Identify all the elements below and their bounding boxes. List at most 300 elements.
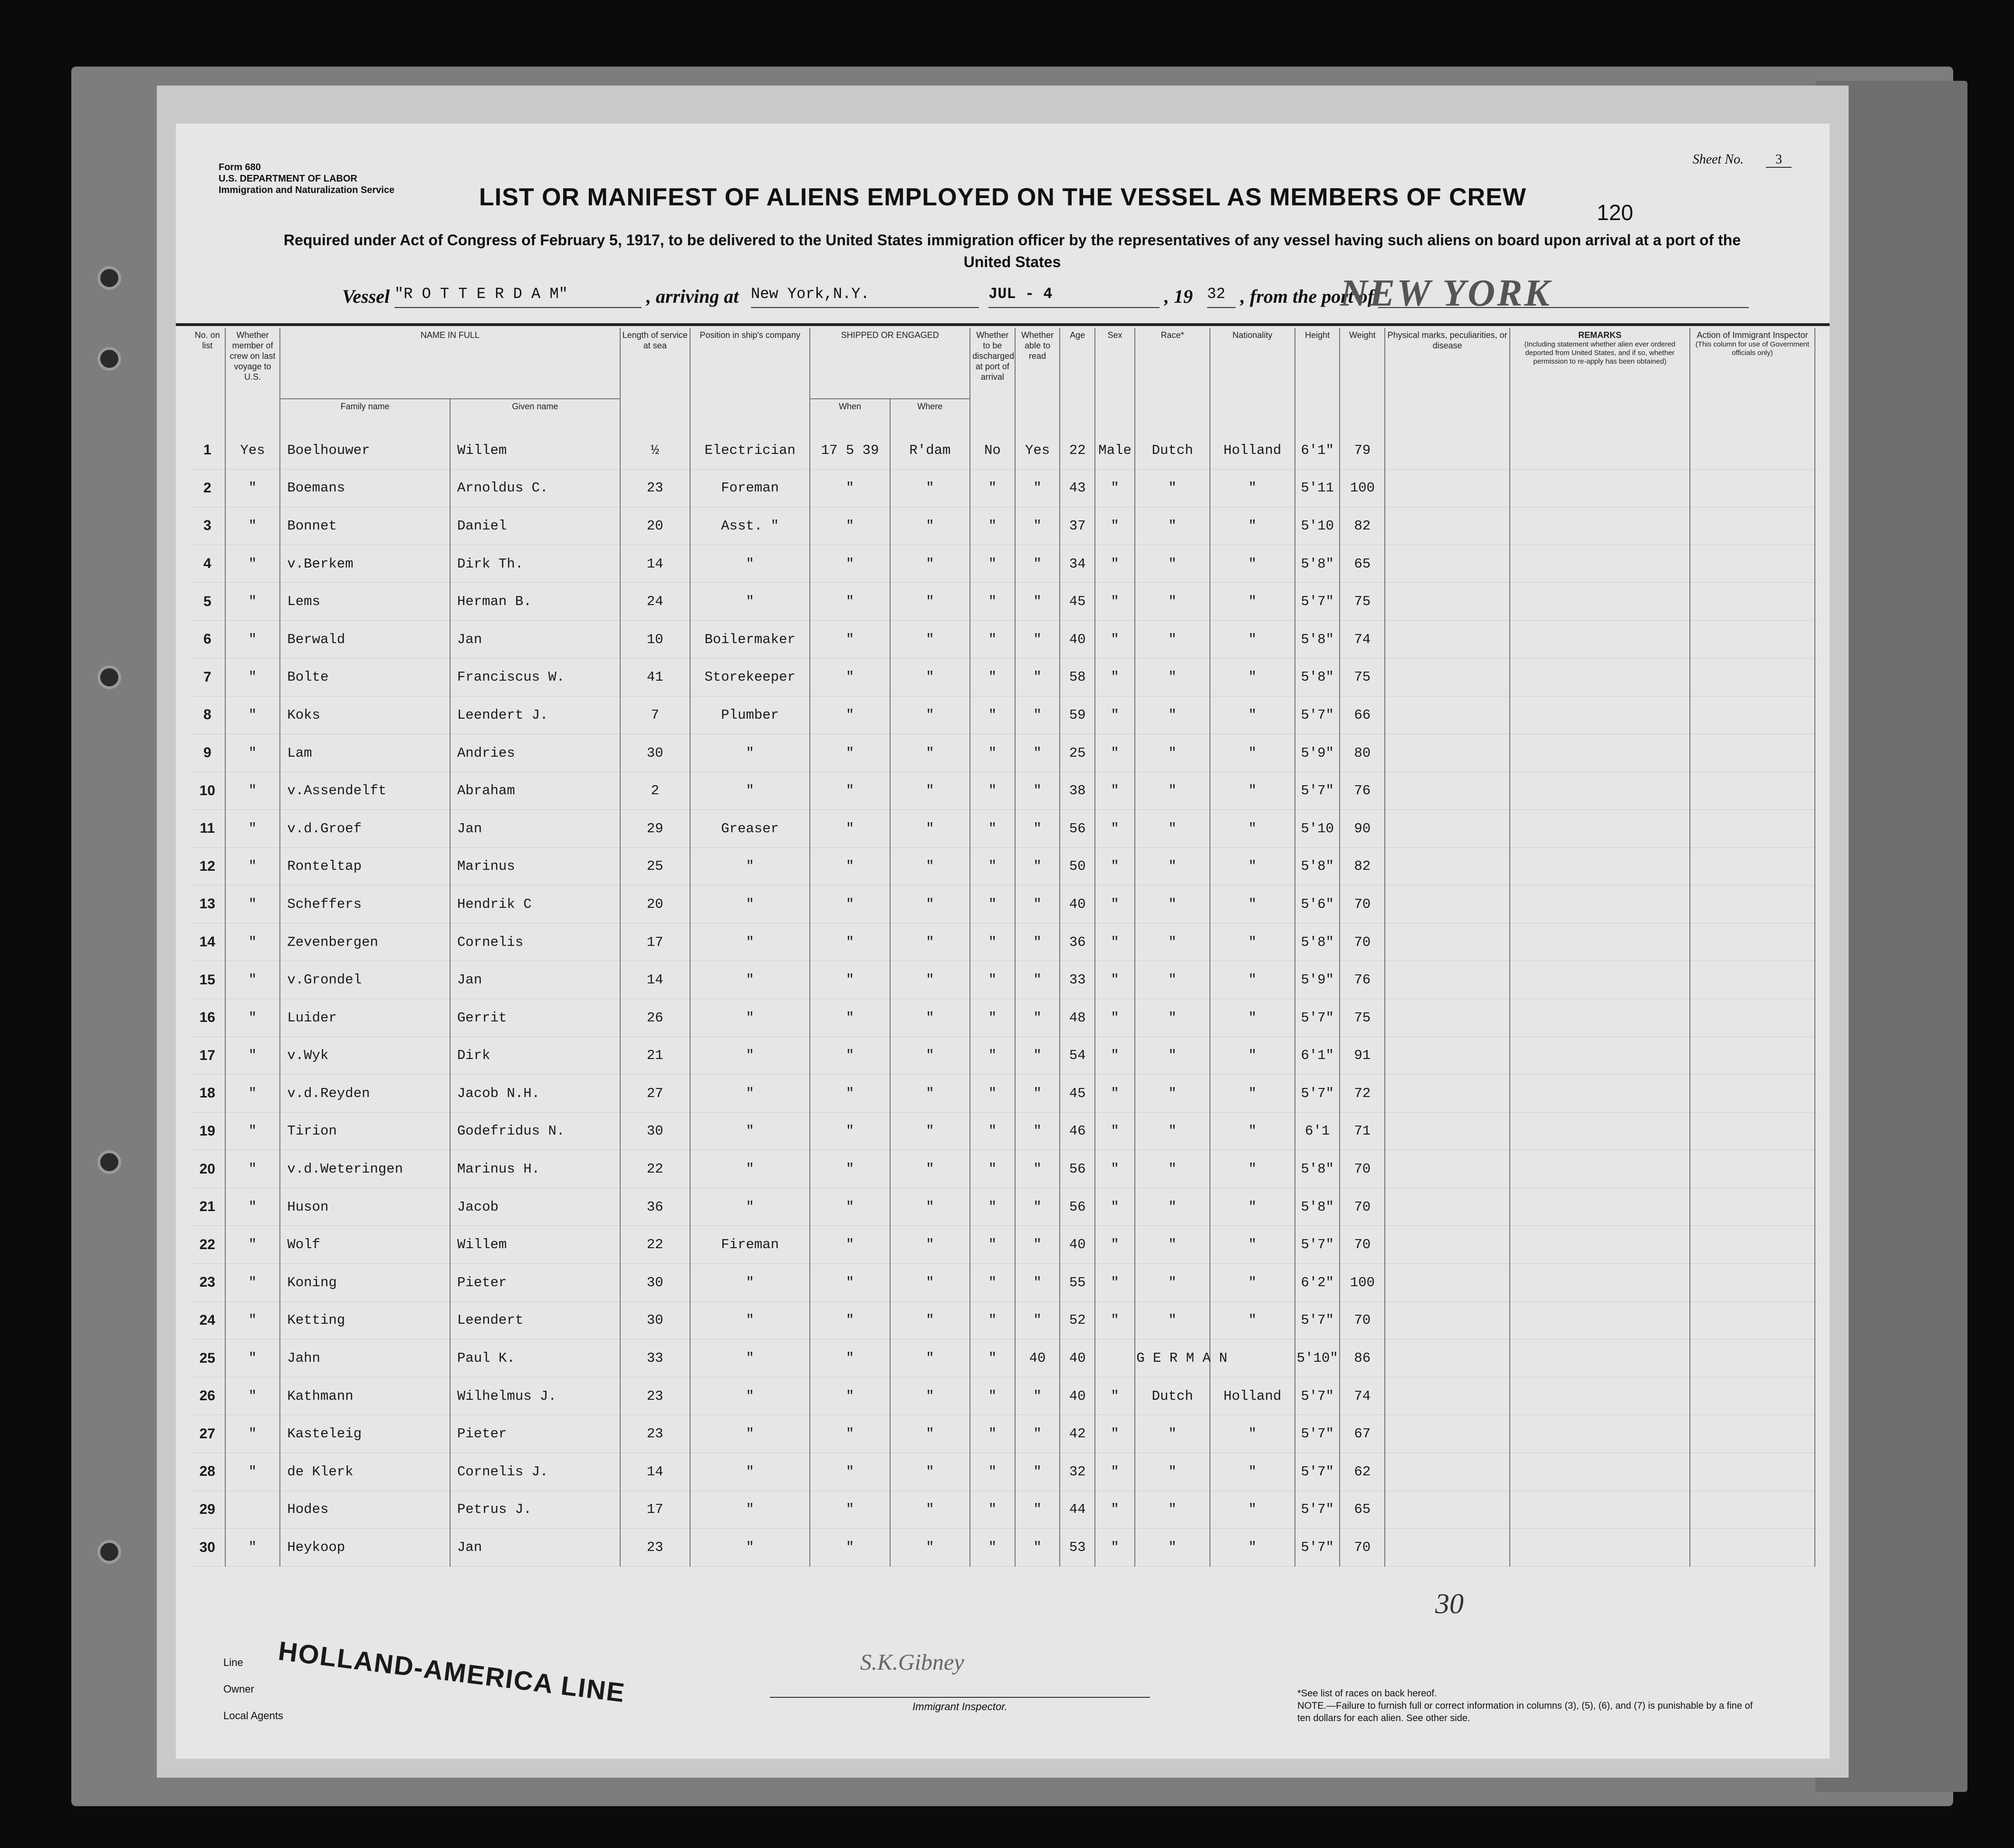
- weight: 75: [1340, 658, 1385, 696]
- height: 5'7": [1295, 999, 1340, 1037]
- row-number: 3: [190, 507, 225, 545]
- race: ": [1135, 696, 1210, 734]
- position: ": [690, 1150, 810, 1188]
- able-to-read: ": [1015, 545, 1060, 583]
- shipped-when: ": [810, 545, 890, 583]
- nationality: ": [1210, 772, 1295, 810]
- weight: 82: [1340, 507, 1385, 545]
- discharged: ": [970, 469, 1015, 507]
- shipped-where: ": [890, 961, 970, 999]
- remarks: [1510, 772, 1690, 810]
- service-length: 22: [620, 1226, 690, 1264]
- discharged: ": [970, 658, 1015, 696]
- race: ": [1135, 772, 1210, 810]
- given-name: Leendert J.: [450, 696, 620, 734]
- height: 5'7": [1295, 1415, 1340, 1453]
- nationality: ": [1210, 658, 1295, 696]
- table-row: [190, 1453, 1815, 1491]
- position: Storekeeper: [690, 658, 810, 696]
- remarks: [1510, 1529, 1690, 1567]
- row-number: 25: [190, 1339, 225, 1377]
- shipped-when: ": [810, 886, 890, 924]
- owner-label: Owner: [223, 1683, 254, 1695]
- row-number: 23: [190, 1264, 225, 1302]
- weight: 65: [1340, 545, 1385, 583]
- height: 5'10: [1295, 809, 1340, 847]
- physical-marks: [1385, 999, 1510, 1037]
- prev-voyage: ": [225, 1529, 280, 1567]
- able-to-read: ": [1015, 1264, 1060, 1302]
- inspector-action: [1690, 961, 1815, 999]
- col-action: [1690, 328, 1815, 432]
- nationality: Holland: [1210, 432, 1295, 469]
- shipped-where: ": [890, 583, 970, 621]
- col-physical: Physical marks, peculiarities, or disease: [1385, 328, 1510, 432]
- service-length: 14: [620, 1453, 690, 1491]
- shipped-where: ": [890, 1150, 970, 1188]
- shipped-where: ": [890, 545, 970, 583]
- discharged: ": [970, 809, 1015, 847]
- able-to-read: ": [1015, 620, 1060, 658]
- service-length: 30: [620, 734, 690, 772]
- physical-marks: [1385, 620, 1510, 658]
- family-name: Wolf: [280, 1226, 450, 1264]
- service-length: 26: [620, 999, 690, 1037]
- weight: 74: [1340, 1377, 1385, 1415]
- shipped-when: ": [810, 658, 890, 696]
- age: 43: [1060, 469, 1095, 507]
- row-number: 13: [190, 886, 225, 924]
- discharged: ": [970, 1453, 1015, 1491]
- service-length: 7: [620, 696, 690, 734]
- table-row: [190, 545, 1815, 583]
- position: ": [690, 583, 810, 621]
- prev-voyage: ": [225, 469, 280, 507]
- weight: 72: [1340, 1075, 1385, 1113]
- race: ": [1135, 1150, 1210, 1188]
- physical-marks: [1385, 809, 1510, 847]
- manifest-page: [176, 124, 1830, 1759]
- shipped-where: ": [890, 469, 970, 507]
- family-name: Ketting: [280, 1301, 450, 1339]
- given-name: Jan: [450, 809, 620, 847]
- sex: ": [1095, 1226, 1135, 1264]
- nationality: ": [1210, 1529, 1295, 1567]
- sheet-value: 3: [1766, 152, 1792, 168]
- height: 5'6": [1295, 886, 1340, 924]
- footer-notes: [1297, 1687, 1754, 1724]
- service-length: 20: [620, 886, 690, 924]
- service-length: 21: [620, 1037, 690, 1075]
- remarks: [1510, 1112, 1690, 1150]
- required-text: Required under Act of Congress of February 5, 1917, to be delivered to the United States immigration officer by the representatives of any vessel having such aliens on board upon arrival at a port of the United States: [283, 231, 1741, 270]
- service-length: 23: [620, 1415, 690, 1453]
- inspector-action: [1690, 923, 1815, 961]
- prev-voyage: Yes: [225, 432, 280, 469]
- shipped-where: ": [890, 658, 970, 696]
- race: ": [1135, 1264, 1210, 1302]
- vessel-line: [342, 272, 1749, 314]
- age: 50: [1060, 847, 1095, 886]
- family-name: Kathmann: [280, 1377, 450, 1415]
- shipped-when: 17 5 39: [810, 432, 890, 469]
- sex: ": [1095, 961, 1135, 999]
- position: ": [690, 847, 810, 886]
- position: ": [690, 1529, 810, 1567]
- position: Electrician: [690, 432, 810, 469]
- remarks-note: (Including statement whether alien ever ordered deported from United States, and if so, whether permission to re-apply has been obtained): [1524, 340, 1676, 366]
- shipped-when: ": [810, 734, 890, 772]
- age: 40: [1060, 1339, 1095, 1377]
- service-length: 20: [620, 507, 690, 545]
- remarks: [1510, 961, 1690, 999]
- discharged: ": [970, 1415, 1015, 1453]
- sex: ": [1095, 1453, 1135, 1491]
- prev-voyage: ": [225, 658, 280, 696]
- sheet-number: [1693, 152, 1792, 167]
- col-age: Age: [1060, 328, 1095, 432]
- remarks: [1510, 469, 1690, 507]
- sex: ": [1095, 545, 1135, 583]
- physical-marks: [1385, 772, 1510, 810]
- weight: 82: [1340, 847, 1385, 886]
- row-number: 21: [190, 1188, 225, 1226]
- row-number: 19: [190, 1112, 225, 1150]
- remarks: [1510, 620, 1690, 658]
- action-title: Action of Immigrant Inspector: [1697, 330, 1808, 340]
- row-number: 22: [190, 1226, 225, 1264]
- inspector-action: [1690, 1301, 1815, 1339]
- position: ": [690, 1037, 810, 1075]
- shipped-when: ": [810, 1377, 890, 1415]
- discharged: ": [970, 1150, 1015, 1188]
- service-length: 30: [620, 1301, 690, 1339]
- prev-voyage: ": [225, 1453, 280, 1491]
- discharged: ": [970, 1075, 1015, 1113]
- race: ": [1135, 620, 1210, 658]
- row-number: 11: [190, 809, 225, 847]
- physical-marks: [1385, 923, 1510, 961]
- sex: ": [1095, 620, 1135, 658]
- service-length: 41: [620, 658, 690, 696]
- binder-hole: [97, 1540, 121, 1564]
- position: ": [690, 961, 810, 999]
- nationality: ": [1210, 999, 1295, 1037]
- able-to-read: ": [1015, 1377, 1060, 1415]
- table-row: [190, 1415, 1815, 1453]
- age: 56: [1060, 1188, 1095, 1226]
- nationality: ": [1210, 923, 1295, 961]
- remarks: [1510, 847, 1690, 886]
- physical-marks: [1385, 658, 1510, 696]
- race: ": [1135, 583, 1210, 621]
- discharged: ": [970, 886, 1015, 924]
- prev-voyage: ": [225, 886, 280, 924]
- physical-marks: [1385, 1415, 1510, 1453]
- weight: 75: [1340, 583, 1385, 621]
- nationality: ": [1210, 886, 1295, 924]
- height: 5'7": [1295, 1529, 1340, 1567]
- family-name: v.Wyk: [280, 1037, 450, 1075]
- remarks: [1510, 886, 1690, 924]
- family-name: Scheffers: [280, 886, 450, 924]
- nationality: ": [1210, 545, 1295, 583]
- service-length: 36: [620, 1188, 690, 1226]
- nationality: ": [1210, 1453, 1295, 1491]
- remarks: [1510, 583, 1690, 621]
- row-number: 12: [190, 847, 225, 886]
- col-when: When: [810, 399, 890, 432]
- position: ": [690, 545, 810, 583]
- inspector-action: [1690, 658, 1815, 696]
- able-to-read: ": [1015, 847, 1060, 886]
- nationality: ": [1210, 507, 1295, 545]
- position: Asst. ": [690, 507, 810, 545]
- position: ": [690, 999, 810, 1037]
- given-name: Marinus H.: [450, 1150, 620, 1188]
- age: 55: [1060, 1264, 1095, 1302]
- service-length: 17: [620, 923, 690, 961]
- table-row: [190, 469, 1815, 507]
- remarks: [1510, 734, 1690, 772]
- age: 42: [1060, 1415, 1095, 1453]
- shipped-when: ": [810, 1150, 890, 1188]
- weight: 70: [1340, 1226, 1385, 1264]
- able-to-read: ": [1015, 734, 1060, 772]
- height: 5'7": [1295, 772, 1340, 810]
- discharged: ": [970, 507, 1015, 545]
- given-name: Jan: [450, 961, 620, 999]
- height: 5'7": [1295, 1453, 1340, 1491]
- able-to-read: ": [1015, 1529, 1060, 1567]
- physical-marks: [1385, 1453, 1510, 1491]
- row-number: 6: [190, 620, 225, 658]
- service-length: 30: [620, 1264, 690, 1302]
- shipped-when: ": [810, 1339, 890, 1377]
- given-name: Paul K.: [450, 1339, 620, 1377]
- inspector-action: [1690, 1112, 1815, 1150]
- row-number: 5: [190, 583, 225, 621]
- prev-voyage: ": [225, 999, 280, 1037]
- shipped-when: ": [810, 1301, 890, 1339]
- inspector-action: [1690, 583, 1815, 621]
- race: ": [1135, 961, 1210, 999]
- given-name: Daniel: [450, 507, 620, 545]
- table-row: [190, 1226, 1815, 1264]
- remarks: [1510, 545, 1690, 583]
- action-note: (This column for use of Government officials only): [1695, 340, 1810, 357]
- remarks: [1510, 1453, 1690, 1491]
- position: ": [690, 734, 810, 772]
- inspector-action: [1690, 1491, 1815, 1529]
- table-row: [190, 1339, 1815, 1377]
- sheet-label: Sheet No.: [1692, 152, 1744, 167]
- height: 5'8": [1295, 620, 1340, 658]
- remarks: [1510, 1150, 1690, 1188]
- inspector-action: [1690, 696, 1815, 734]
- shipped-where: ": [890, 1226, 970, 1264]
- age: 32: [1060, 1453, 1095, 1491]
- shipped-when: ": [810, 1491, 890, 1529]
- prev-voyage: ": [225, 1112, 280, 1150]
- prev-voyage: ": [225, 507, 280, 545]
- shipped-when: ": [810, 1075, 890, 1113]
- nationality: ": [1210, 734, 1295, 772]
- given-name: Wilhelmus J.: [450, 1377, 620, 1415]
- crew-rows: [190, 432, 1815, 1566]
- shipped-when: ": [810, 469, 890, 507]
- inspector-action: [1690, 1529, 1815, 1567]
- shipped-where: ": [890, 1491, 970, 1529]
- height: 5'7": [1295, 1226, 1340, 1264]
- discharged: ": [970, 999, 1015, 1037]
- given-name: Herman B.: [450, 583, 620, 621]
- shipped-where: ": [890, 923, 970, 961]
- port-stamp: NEW YORK: [1340, 272, 1552, 314]
- table-row: [190, 1075, 1815, 1113]
- weight: 76: [1340, 961, 1385, 999]
- shipped-where: ": [890, 696, 970, 734]
- prev-voyage: ": [225, 1377, 280, 1415]
- remarks: [1510, 1339, 1690, 1377]
- sex: ": [1095, 1415, 1135, 1453]
- nationality: ": [1210, 1264, 1295, 1302]
- weight: 76: [1340, 772, 1385, 810]
- age: 56: [1060, 809, 1095, 847]
- weight: 91: [1340, 1037, 1385, 1075]
- given-name: Cornelis J.: [450, 1453, 620, 1491]
- inspector-action: [1690, 886, 1815, 924]
- sex: ": [1095, 847, 1135, 886]
- table-row: [190, 507, 1815, 545]
- shipped-when: ": [810, 1264, 890, 1302]
- height: 5'9": [1295, 734, 1340, 772]
- able-to-read: 40: [1015, 1339, 1060, 1377]
- family-name: Jahn: [280, 1339, 450, 1377]
- service-length: 30: [620, 1112, 690, 1150]
- col-where: Where: [890, 399, 970, 432]
- shipped-when: ": [810, 1112, 890, 1150]
- family-name: Kasteleig: [280, 1415, 450, 1453]
- given-name: Leendert: [450, 1301, 620, 1339]
- physical-marks: [1385, 1529, 1510, 1567]
- sex: ": [1095, 1112, 1135, 1150]
- shipped-where: ": [890, 1301, 970, 1339]
- able-to-read: ": [1015, 1453, 1060, 1491]
- able-to-read: Yes: [1015, 432, 1060, 469]
- table-row: [190, 1150, 1815, 1188]
- sex: ": [1095, 1037, 1135, 1075]
- discharged: ": [970, 696, 1015, 734]
- given-name: Willem: [450, 1226, 620, 1264]
- physical-marks: [1385, 507, 1510, 545]
- height: 5'8": [1295, 1188, 1340, 1226]
- physical-marks: [1385, 1188, 1510, 1226]
- weight: 70: [1340, 1150, 1385, 1188]
- height: 5'10: [1295, 507, 1340, 545]
- col-position: Position in ship's company: [690, 328, 810, 432]
- family-name: Luider: [280, 999, 450, 1037]
- physical-marks: [1385, 545, 1510, 583]
- service-length: 22: [620, 1150, 690, 1188]
- port-label: , from the port of: [1240, 286, 1374, 307]
- service-length: 23: [620, 1377, 690, 1415]
- able-to-read: ": [1015, 507, 1060, 545]
- discharged: ": [970, 620, 1015, 658]
- given-name: Godefridus N.: [450, 1112, 620, 1150]
- able-to-read: ": [1015, 1415, 1060, 1453]
- given-name: Jan: [450, 620, 620, 658]
- able-to-read: ": [1015, 1112, 1060, 1150]
- service-length: 10: [620, 620, 690, 658]
- crew-table: [190, 328, 1815, 1567]
- position: Fireman: [690, 1226, 810, 1264]
- nationality: ": [1210, 1491, 1295, 1529]
- position: Plumber: [690, 696, 810, 734]
- row-number: 9: [190, 734, 225, 772]
- family-name: Boemans: [280, 469, 450, 507]
- sex: ": [1095, 923, 1135, 961]
- weight: 86: [1340, 1339, 1385, 1377]
- col-race: Race*: [1135, 328, 1210, 432]
- physical-marks: [1385, 1491, 1510, 1529]
- height: 5'8": [1295, 847, 1340, 886]
- prev-voyage: ": [225, 1264, 280, 1302]
- sex: ": [1095, 1377, 1135, 1415]
- position: Greaser: [690, 809, 810, 847]
- height: 5'8": [1295, 658, 1340, 696]
- given-name: Jacob: [450, 1188, 620, 1226]
- table-row: [190, 432, 1815, 469]
- prev-voyage: ": [225, 1415, 280, 1453]
- weight: 65: [1340, 1491, 1385, 1529]
- inspector-action: [1690, 999, 1815, 1037]
- row-number: 17: [190, 1037, 225, 1075]
- discharged: ": [970, 1529, 1015, 1567]
- height: 6'1: [1295, 1112, 1340, 1150]
- nationality: ": [1210, 620, 1295, 658]
- given-name: Willem: [450, 432, 620, 469]
- nationality: ": [1210, 1150, 1295, 1188]
- age: 45: [1060, 1075, 1095, 1113]
- age: 25: [1060, 734, 1095, 772]
- shipped-where: ": [890, 1415, 970, 1453]
- discharged: ": [970, 1339, 1015, 1377]
- prev-voyage: ": [225, 1339, 280, 1377]
- height: 5'7": [1295, 1491, 1340, 1529]
- row-number: 2: [190, 469, 225, 507]
- note-penalty: NOTE.—Failure to furnish full or correct information in columns (3), (5), (6), and (7) is punishable by a fine of ten dollars for each alien. See other side.: [1297, 1701, 1753, 1723]
- row-number: 18: [190, 1075, 225, 1113]
- service-length: 23: [620, 1529, 690, 1567]
- race: ": [1135, 886, 1210, 924]
- inspector-action: [1690, 1453, 1815, 1491]
- service-length: ½: [620, 432, 690, 469]
- nationality: ": [1210, 809, 1295, 847]
- inspector-action: [1690, 1377, 1815, 1415]
- form-number: Form 680: [219, 162, 261, 173]
- family-name: Hodes: [280, 1491, 450, 1529]
- family-name: Zevenbergen: [280, 923, 450, 961]
- note-races: *See list of races on back hereof.: [1297, 1688, 1437, 1699]
- inspector-action: [1690, 1264, 1815, 1302]
- position: ": [690, 923, 810, 961]
- race: ": [1135, 809, 1210, 847]
- prev-voyage: ": [225, 809, 280, 847]
- row-number: 24: [190, 1301, 225, 1339]
- shipped-when: ": [810, 1226, 890, 1264]
- prev-voyage: ": [225, 696, 280, 734]
